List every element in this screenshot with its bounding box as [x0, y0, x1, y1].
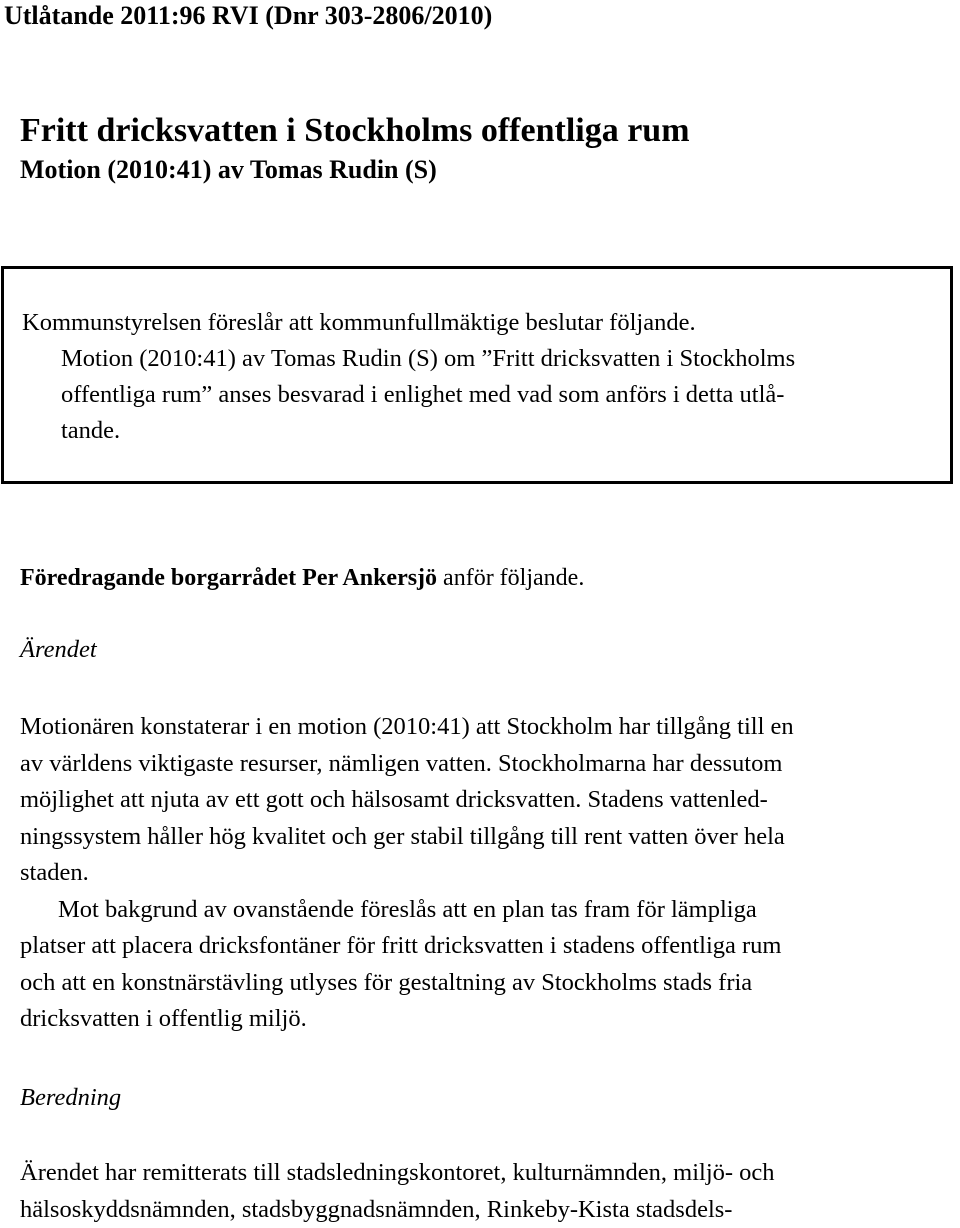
- body-line: av världens viktigaste resurser, nämligen vatten. Stockholmarna har dessutom: [20, 746, 794, 783]
- decision-proposal-box: [1, 266, 953, 484]
- body-line: platser att placera dricksfontäner för fritt dricksvatten i stadens offentliga rum: [20, 928, 794, 965]
- section-heading-arendet: Ärendet: [20, 634, 97, 666]
- document-subtitle: Motion (2010:41) av Tomas Rudin (S): [20, 154, 437, 186]
- body-line: möjlighet att njuta av ett gott och hälsosamt dricksvatten. Stadens vattenled-: [20, 782, 794, 819]
- section-heading-beredning: Beredning: [20, 1082, 121, 1114]
- rapporteur-rest: anför följande.: [443, 565, 584, 591]
- decision-list: [61, 341, 795, 449]
- body-line-indented: Mot bakgrund av ovanstående föreslås att en plan tas fram för lämpliga: [20, 892, 794, 929]
- decision-line: Motion (2010:41) av Tomas Rudin (S) om ”Fritt dricksvatten i Stockholms: [61, 341, 795, 377]
- body-line: dricksvatten i offentlig miljö.: [20, 1001, 794, 1038]
- document-title: Fritt dricksvatten i Stockholms offentliga rum: [20, 111, 690, 151]
- body-line: Motionären konstaterar i en motion (2010:41) att Stockholm har tillgång till en: [20, 709, 794, 746]
- rapporteur-name: Föredragande borgarrådet Per Ankersjö: [20, 565, 437, 591]
- arendet-body: [20, 709, 794, 1038]
- body-line: staden.: [20, 855, 794, 892]
- body-line: och att en konstnärstävling utlyses för gestaltning av Stockholms stads fria: [20, 965, 794, 1002]
- document-reference: Utlåtande 2011:96 RVI (Dnr 303-2806/2010): [4, 2, 492, 30]
- decision-line: offentliga rum” anses besvarad i enlighet med vad som anförs i detta utlå-: [61, 377, 795, 413]
- rapporteur-line: [20, 562, 584, 594]
- body-line: Ärendet har remitterats till stadsledningskontoret, kulturnämnden, miljö- och: [20, 1155, 775, 1192]
- body-line: ningssystem håller hög kvalitet och ger stabil tillgång till rent vatten över hela: [20, 819, 794, 856]
- beredning-body: [20, 1155, 775, 1228]
- decision-line: tande.: [61, 413, 795, 449]
- decision-intro: Kommunstyrelsen föreslår att kommunfullmäktige beslutar följande.: [22, 305, 696, 341]
- body-line: hälsoskyddsnämnden, stadsbyggnadsnämnden, Rinkeby-Kista stadsdels-: [20, 1192, 775, 1228]
